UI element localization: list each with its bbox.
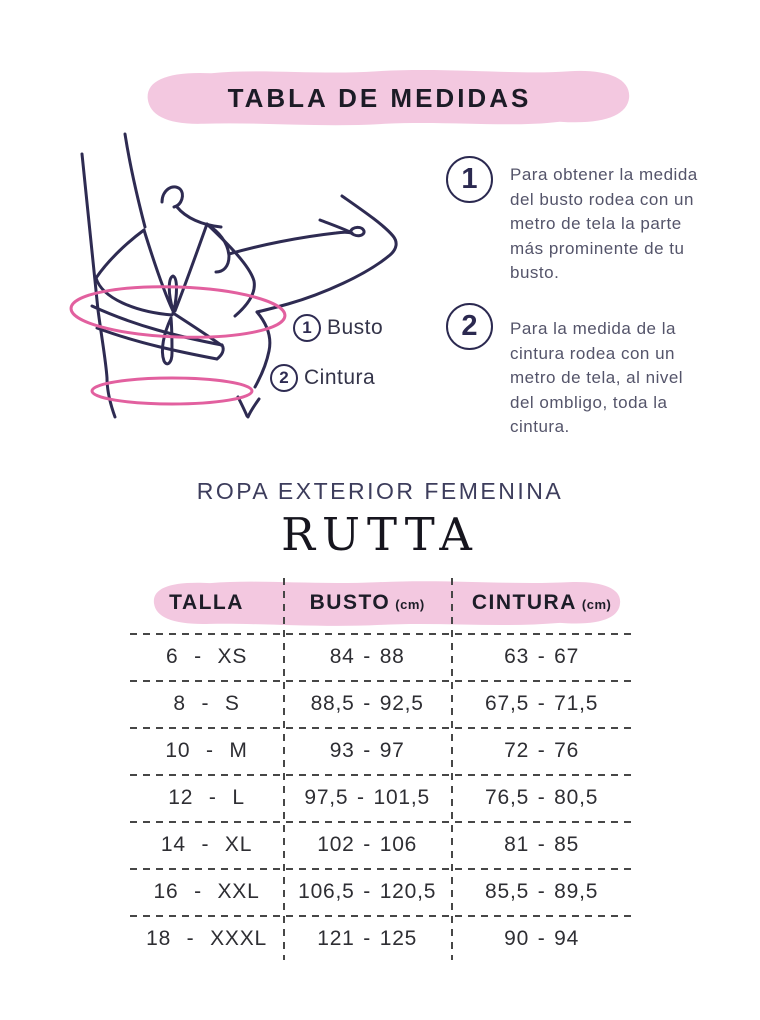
column-header-busto <box>283 576 451 629</box>
column-header-talla <box>130 576 283 629</box>
waist-measure-ellipse <box>92 378 252 404</box>
brand-logo: RUTTA <box>281 508 479 561</box>
section-subtitle: ROPA EXTERIOR FEMENINA <box>196 478 564 504</box>
table-body <box>130 633 632 962</box>
column-header-cintura-label: CINTURA <box>471 590 577 614</box>
cell-busto: 106,5 - 120,5 <box>298 879 437 903</box>
column-divider-2 <box>451 578 453 960</box>
page-title: TABLA DE MEDIDAS <box>227 82 532 113</box>
table-header-row <box>130 576 632 629</box>
column-divider-1 <box>283 578 285 960</box>
cell-talla: 18 - XXXL <box>146 926 268 950</box>
table-row <box>130 680 632 727</box>
table-row <box>130 774 632 821</box>
bust-number-badge <box>293 314 321 342</box>
step-2-text: Para la medida de la cintura rodea con un metro de tela, al nivel del ombligo, toda la cintura. <box>510 319 684 436</box>
measurement-figure-illustration <box>45 140 445 470</box>
cell-talla: 6 - XS <box>165 644 248 668</box>
cell-cintura: 81 - 85 <box>504 832 580 856</box>
cell-busto: 84 - 88 <box>329 644 405 668</box>
cell-talla: 10 - M <box>165 738 248 762</box>
table-row <box>130 727 632 774</box>
page-title-banner <box>122 64 637 132</box>
bust-number: 1 <box>302 318 312 337</box>
cell-busto: 121 - 125 <box>317 926 418 950</box>
cell-busto: 93 - 97 <box>329 738 405 762</box>
cell-busto: 88,5 - 92,5 <box>310 691 424 715</box>
cell-talla: 16 - XXL <box>153 879 260 903</box>
cell-busto: 102 - 106 <box>317 832 418 856</box>
table-row <box>130 821 632 868</box>
size-table <box>130 576 632 966</box>
cell-cintura: 67,5 - 71,5 <box>485 691 599 715</box>
step-2-badge <box>446 303 493 350</box>
step-1-text: Para obtener la medida del busto rodea con un metro de tela la parte más prominente de tu busto. <box>510 165 698 282</box>
step-2-number: 2 <box>461 310 478 342</box>
waist-number-badge <box>270 364 298 392</box>
waist-label <box>270 364 375 392</box>
cell-talla: 12 - L <box>168 785 245 809</box>
cell-cintura: 63 - 67 <box>504 644 580 668</box>
cell-cintura: 85,5 - 89,5 <box>485 879 599 903</box>
column-header-busto-unit: (cm) <box>395 597 425 612</box>
table-row <box>130 915 632 962</box>
column-header-talla-label: TALLA <box>169 590 244 614</box>
step-1-number: 1 <box>461 163 478 195</box>
column-header-cintura-unit: (cm) <box>581 597 612 612</box>
column-header-busto-label: BUSTO <box>309 590 391 614</box>
cell-cintura: 72 - 76 <box>504 738 580 762</box>
table-row <box>130 633 632 680</box>
waist-label-text: Cintura <box>304 366 376 389</box>
step-1-badge <box>446 156 493 203</box>
waist-number: 2 <box>279 368 289 387</box>
bust-label <box>293 314 383 342</box>
bust-label-text: Busto <box>327 316 384 339</box>
column-header-cintura <box>451 576 632 629</box>
cell-talla: 14 - XL <box>160 832 253 856</box>
cell-busto: 97,5 - 101,5 <box>304 785 431 809</box>
cell-talla: 8 - S <box>173 691 240 715</box>
table-row <box>130 868 632 915</box>
cell-cintura: 76,5 - 80,5 <box>485 785 599 809</box>
cell-cintura: 90 - 94 <box>504 926 580 950</box>
